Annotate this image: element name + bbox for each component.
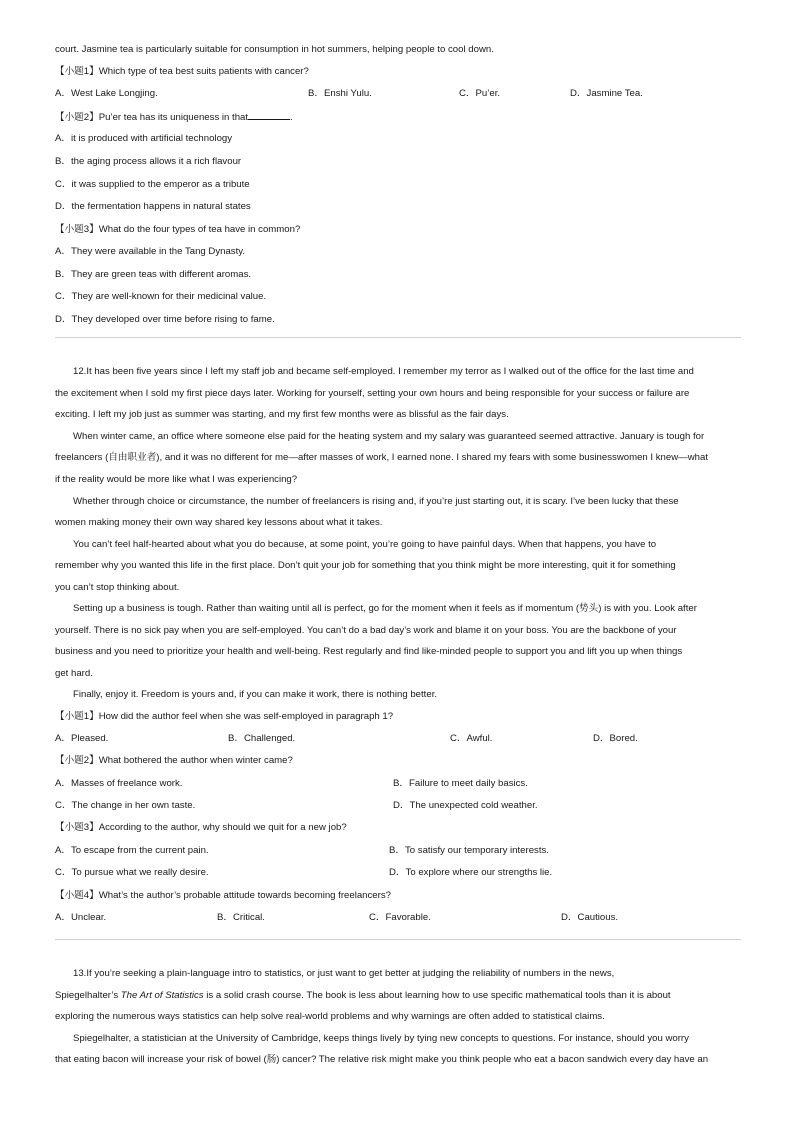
passage-text-line: When winter came, an office where someone else paid for the heating system and my salary was guaranteed seemed attractive. January is tough for xyxy=(73,431,705,442)
passage-text-line: if the reality would be more like what I was experiencing? xyxy=(55,474,298,485)
option-c: C．To pursue what we really desire. xyxy=(55,867,209,878)
option-c: C．Awful. xyxy=(450,733,493,744)
passage-text-line xyxy=(55,989,671,1002)
question-stem: 【小题1】Which type of tea best suits patients with cancer? xyxy=(55,66,309,77)
option-c: C．They are well-known for their medicinal value. xyxy=(55,291,267,302)
passage-text-line: you can’t stop thinking about. xyxy=(55,582,180,593)
passage-text-line: Finally, enjoy it. Freedom is yours and, if you can make it work, there is nothing better. xyxy=(73,689,438,700)
option-d: D．Cautious. xyxy=(561,912,619,923)
passage-text-line: freelancers (自由职业者), and it was no different for me—after masses of work, I earned none. I shared my fears with some businesswomen I knew—what xyxy=(55,452,708,463)
option-b: B．Enshi Yulu. xyxy=(308,88,372,99)
option-a: A．They were available in the Tang Dynasty. xyxy=(55,246,246,257)
passage-text-line: remember why you wanted this life in the first place. Don’t quit your job for something that you think might be more interesting, quit it for something xyxy=(55,560,676,571)
question-stem: 【小题1】How did the author feel when she was self-employed in paragraph 1? xyxy=(55,711,394,722)
option-d: D．Bored. xyxy=(593,733,638,744)
passage-text-line: get hard. xyxy=(55,668,93,679)
question-stem: 【小题3】According to the author, why should we quit for a new job? xyxy=(55,822,347,833)
option-c: C．Pu’er. xyxy=(459,88,501,99)
option-d: D．To explore where our strengths lie. xyxy=(389,867,553,878)
passage-text-segment: Spiegelhalter’s xyxy=(55,990,121,1001)
question-stem: 【小题4】What’s the author’s probable attitude towards becoming freelancers? xyxy=(55,890,391,901)
option-b: B．Failure to meet daily basics. xyxy=(393,778,528,789)
question-stem-tail: . xyxy=(290,112,293,123)
option-a: A．Unclear. xyxy=(55,912,107,923)
passage-text-line: exciting. I left my job just as summer was starting, and my first few months were as blissful as the fair days. xyxy=(55,409,509,420)
passage-text-line: the excitement when I sold my first piece days later. Working for yourself, setting your own hours and being responsible for your success or failure are xyxy=(55,388,690,399)
section-divider xyxy=(55,939,741,940)
passage-text-line: Setting up a business is tough. Rather than waiting until all is perfect, go for the moment when it feels as if momentum (势头) is with you. Look after xyxy=(73,603,697,614)
passage-text-line: You can’t feel half-hearted about what you do because, at some point, you’re going to have painful days. When that happens, you have to xyxy=(73,539,657,550)
question-stem: 【小题3】What do the four types of tea have in common? xyxy=(55,224,301,235)
option-b: B．Challenged. xyxy=(228,733,296,744)
option-a: A．West Lake Longjing. xyxy=(55,88,158,99)
question-stem xyxy=(55,110,293,124)
passage-text-line: Spiegelhalter, a statistician at the University of Cambridge, keeps things lively by tying new concepts to questions. For instance, should you worry xyxy=(73,1033,689,1044)
option-d: D．the fermentation happens in natural states xyxy=(55,201,251,212)
section-divider xyxy=(55,337,741,338)
option-d: D．They developed over time before rising to fame. xyxy=(55,314,275,325)
option-d: D．Jasmine Tea. xyxy=(570,88,643,99)
passage-text-line: exploring the numerous ways statistics can help solve real-world problems and why warnings are often added to statistical claims. xyxy=(55,1011,605,1022)
option-b: B．the aging process allows it a rich flavour xyxy=(55,156,242,167)
passage-text-line: Whether through choice or circumstance, the number of freelancers is rising and, if you’re just starting out, it is scary. I’ve been lucky that these xyxy=(73,496,679,507)
option-d: D．The unexpected cold weather. xyxy=(393,800,538,811)
passage-text-line: that eating bacon will increase your risk of bowel (肠) cancer? The relative risk might make you think people who eat a bacon sandwich every day have an xyxy=(55,1054,709,1065)
option-b: B．To satisfy our temporary interests. xyxy=(389,845,549,856)
question-stem-text: 【小题2】Pu’er tea has its uniqueness in that xyxy=(55,112,249,123)
answer-blank xyxy=(248,110,290,120)
option-c: C．The change in her own taste. xyxy=(55,800,196,811)
option-b: B．Critical. xyxy=(217,912,265,923)
option-a: A．it is produced with artificial technology xyxy=(55,133,233,144)
book-title: The Art of Statistics xyxy=(120,990,204,1001)
passage-text-line: business and you need to prioritize your health and well-being. Rest regularly and find like-minded people to support you and lift you up when things xyxy=(55,646,683,657)
option-b: B．They are green teas with different aromas. xyxy=(55,269,252,280)
option-c: C．it was supplied to the emperor as a tribute xyxy=(55,179,250,190)
option-a: A．To escape from the current pain. xyxy=(55,845,209,856)
passage-text-segment: is a solid crash course. The book is less about learning how to use specific mathematical tools than it is about xyxy=(203,990,671,1001)
passage-text-line: court. Jasmine tea is particularly suitable for consumption in hot summers, helping people to cool down. xyxy=(55,44,494,55)
option-a: A．Masses of freelance work. xyxy=(55,778,183,789)
question-stem: 【小题2】What bothered the author when winter came? xyxy=(55,755,293,766)
passage-text-line: yourself. There is no sick pay when you are self-employed. You can’t do a bad day’s work and blame it on your boss. You are the backbone of your xyxy=(55,625,677,636)
option-a: A．Pleased. xyxy=(55,733,109,744)
option-c: C．Favorable. xyxy=(369,912,431,923)
passage-text-line: 13.If you’re seeking a plain-language intro to statistics, or just want to get better at judging the reliability of numbers in the news, xyxy=(73,968,615,979)
passage-text-line: 12.It has been five years since I left my staff job and became self-employed. I remember my terror as I walked out of the office for the last time and xyxy=(73,366,694,377)
passage-text-line: women making money their own way shared key lessons about what it takes. xyxy=(55,517,383,528)
